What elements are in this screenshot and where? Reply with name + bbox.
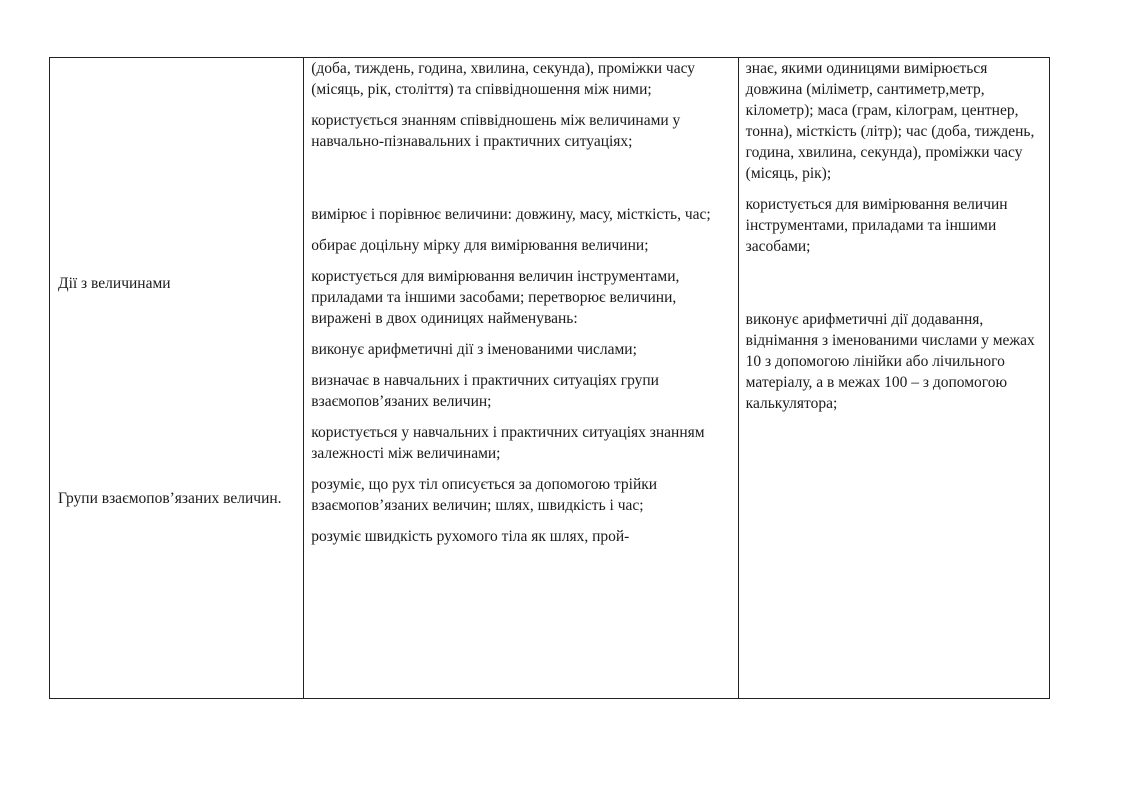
list-item: виконує арифметичні дії з іменованими числами; bbox=[311, 341, 637, 358]
list-item: знає, якими одиницями вимірюється довжина (міліметр, сантиметр,метр, кілометр); маса (грам, кілограм, центнер, тонна), місткість (літр); час (доба, тиждень, година, хвилина, секунда), проміжки часу (місяць, рік); bbox=[745, 60, 1035, 182]
topic-cell bbox=[50, 58, 304, 699]
list-item: визначає в навчальних і практичних ситуаціях групи взаємопов’язаних величин; bbox=[311, 372, 659, 410]
list-item: розуміє швидкість рухомого тіла як шлях, прой- bbox=[311, 528, 630, 545]
list-item: вимірює і порівнює величини: довжину, масу, місткість, час; bbox=[311, 206, 711, 223]
topic-label-related-quantities: Групи взаємопов’язаних величин. bbox=[58, 490, 282, 507]
student-results-cell bbox=[738, 58, 1049, 699]
expected-results-cell bbox=[304, 58, 738, 699]
table-row bbox=[50, 58, 1050, 699]
list-item: виконує арифметичні дії додавання, віднімання з іменованими числами у межах 10 з допомогою лінійки або лічильного матеріалу, а в межах 100 – з допомогою калькулятора; bbox=[745, 311, 1035, 412]
list-item: (доба, тиждень, година, хвилина, секунда), проміжки часу (місяць, рік, століття) та співвідношення між ними; bbox=[311, 60, 696, 98]
topic-label-quantities: Дії з величинами bbox=[58, 275, 171, 292]
list-item: користується знанням співвідношень між величинами у навчально-пізнавальних і практичних ситуаціях; bbox=[311, 112, 681, 150]
list-item: користується для вимірювання величин інструментами, приладами та іншими засобами; перетворює величини, виражені в двох одиницях найменувань: bbox=[311, 268, 680, 327]
list-item: користується для вимірювання величин інструментами, приладами та іншими засобами; bbox=[745, 196, 1008, 255]
curriculum-table bbox=[49, 57, 1050, 699]
list-item: користується у навчальних і практичних ситуаціях знанням залежності між величинами; bbox=[311, 424, 705, 462]
list-item: розуміє, що рух тіл описується за допомогою трійки взаємопов’язаних величин; шлях, швидкість і час; bbox=[311, 476, 658, 514]
list-item: обирає доцільну мірку для вимірювання величини; bbox=[311, 237, 649, 254]
